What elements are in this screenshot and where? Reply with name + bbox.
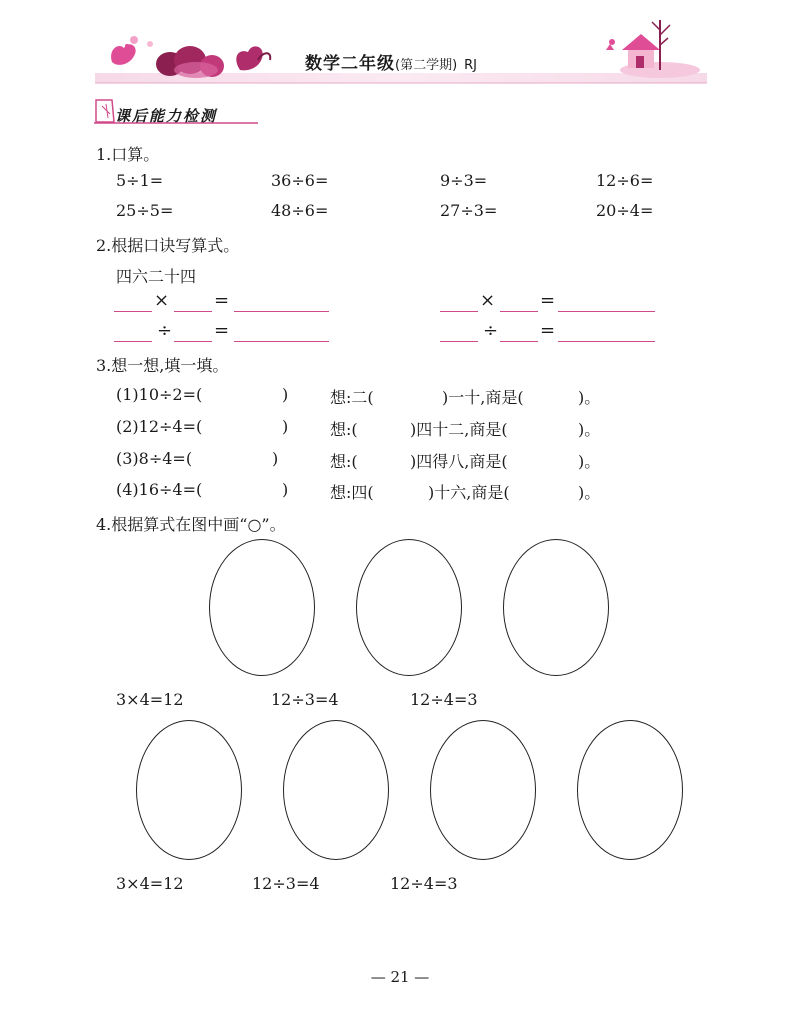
drawing-oval[interactable] xyxy=(283,720,389,860)
blank-line[interactable] xyxy=(174,311,212,312)
blank-line[interactable] xyxy=(558,311,655,312)
q3-expr-close: ) xyxy=(282,385,289,404)
q3-think-mid: )十六,商是( xyxy=(428,483,510,502)
q1-item: 5÷1= xyxy=(116,171,164,190)
times-sign: × xyxy=(480,290,496,311)
q1-item: 36÷6= xyxy=(271,171,329,190)
blank-line[interactable] xyxy=(440,341,478,342)
blank-line[interactable] xyxy=(234,311,329,312)
q4-equation: 3×4=12 xyxy=(116,690,184,709)
q3-think-end: )。 xyxy=(578,483,601,502)
q3-think-mid: )一十,商是( xyxy=(442,388,524,407)
q3-think: 想:( xyxy=(330,420,358,439)
drawing-oval[interactable] xyxy=(356,539,462,676)
divide-sign: ÷ xyxy=(483,320,499,341)
q3-think-end: )。 xyxy=(578,420,601,439)
q3-expr: (4)16÷4=( xyxy=(116,480,203,499)
drawing-oval[interactable] xyxy=(136,720,242,860)
q4-equation: 12÷3=4 xyxy=(252,874,320,893)
q1-item: 48÷6= xyxy=(271,201,329,220)
q3-expr-close: ) xyxy=(282,417,289,436)
q4-equation: 12÷4=3 xyxy=(410,690,478,709)
q3-think: 想:二( xyxy=(330,388,374,407)
q2-title: 2.根据口诀写算式。 xyxy=(96,236,240,255)
left-flower-illustration xyxy=(111,36,270,78)
q3-think: 想:四( xyxy=(330,483,374,502)
equals-sign: = xyxy=(214,320,230,341)
drawing-oval[interactable] xyxy=(430,720,536,860)
q3-expr: (3)8÷4=( xyxy=(116,449,193,468)
q1-item: 25÷5= xyxy=(116,201,174,220)
q3-think-end: )。 xyxy=(578,388,601,407)
q3-expr-close: ) xyxy=(282,480,289,499)
drawing-oval[interactable] xyxy=(209,539,315,676)
q4-title: 4.根据算式在图中画“○”。 xyxy=(96,515,286,534)
section-title: 课后能力检测 xyxy=(115,107,218,125)
q4-equation: 3×4=12 xyxy=(116,874,184,893)
q1-item: 27÷3= xyxy=(440,201,498,220)
equals-sign: = xyxy=(214,290,230,311)
blank-line[interactable] xyxy=(234,341,329,342)
blank-line[interactable] xyxy=(114,311,152,312)
q1-title: 1.口算。 xyxy=(96,145,160,164)
blank-line[interactable] xyxy=(114,341,152,342)
header-semester: (第二学期) xyxy=(395,58,458,73)
header-edition: RJ xyxy=(464,58,477,73)
header-decoration xyxy=(0,0,800,95)
blank-line[interactable] xyxy=(558,341,655,342)
page-number: — 21 — xyxy=(370,968,430,986)
times-sign: × xyxy=(154,290,170,311)
q2-rhyme: 四六二十四 xyxy=(116,267,197,286)
right-house-illustration xyxy=(606,20,700,78)
divide-sign: ÷ xyxy=(157,320,173,341)
blank-line[interactable] xyxy=(174,341,212,342)
q4-equation: 12÷3=4 xyxy=(271,690,339,709)
header-title-block xyxy=(305,49,477,74)
q3-think-end: )。 xyxy=(578,452,601,471)
q3-think-mid: )四十二,商是( xyxy=(410,420,508,439)
drawing-oval[interactable] xyxy=(577,720,683,860)
q3-expr: (2)12÷4=( xyxy=(116,417,203,436)
equals-sign: = xyxy=(540,320,556,341)
q3-expr-close: ) xyxy=(272,449,279,468)
q1-item: 20÷4= xyxy=(596,201,654,220)
q3-think: 想:( xyxy=(330,452,358,471)
q1-item: 12÷6= xyxy=(596,171,654,190)
q4-equation: 12÷4=3 xyxy=(390,874,458,893)
drawing-oval[interactable] xyxy=(503,539,609,676)
blank-line[interactable] xyxy=(500,341,538,342)
q3-expr: (1)10÷2=( xyxy=(116,385,203,404)
q3-think-mid: )四得八,商是( xyxy=(410,452,508,471)
equals-sign: = xyxy=(540,290,556,311)
q3-title: 3.想一想,填一填。 xyxy=(96,356,229,375)
q1-item: 9÷3= xyxy=(440,171,488,190)
header-title: 数学二年级 xyxy=(305,54,395,74)
blank-line[interactable] xyxy=(440,311,478,312)
blank-line[interactable] xyxy=(500,311,538,312)
